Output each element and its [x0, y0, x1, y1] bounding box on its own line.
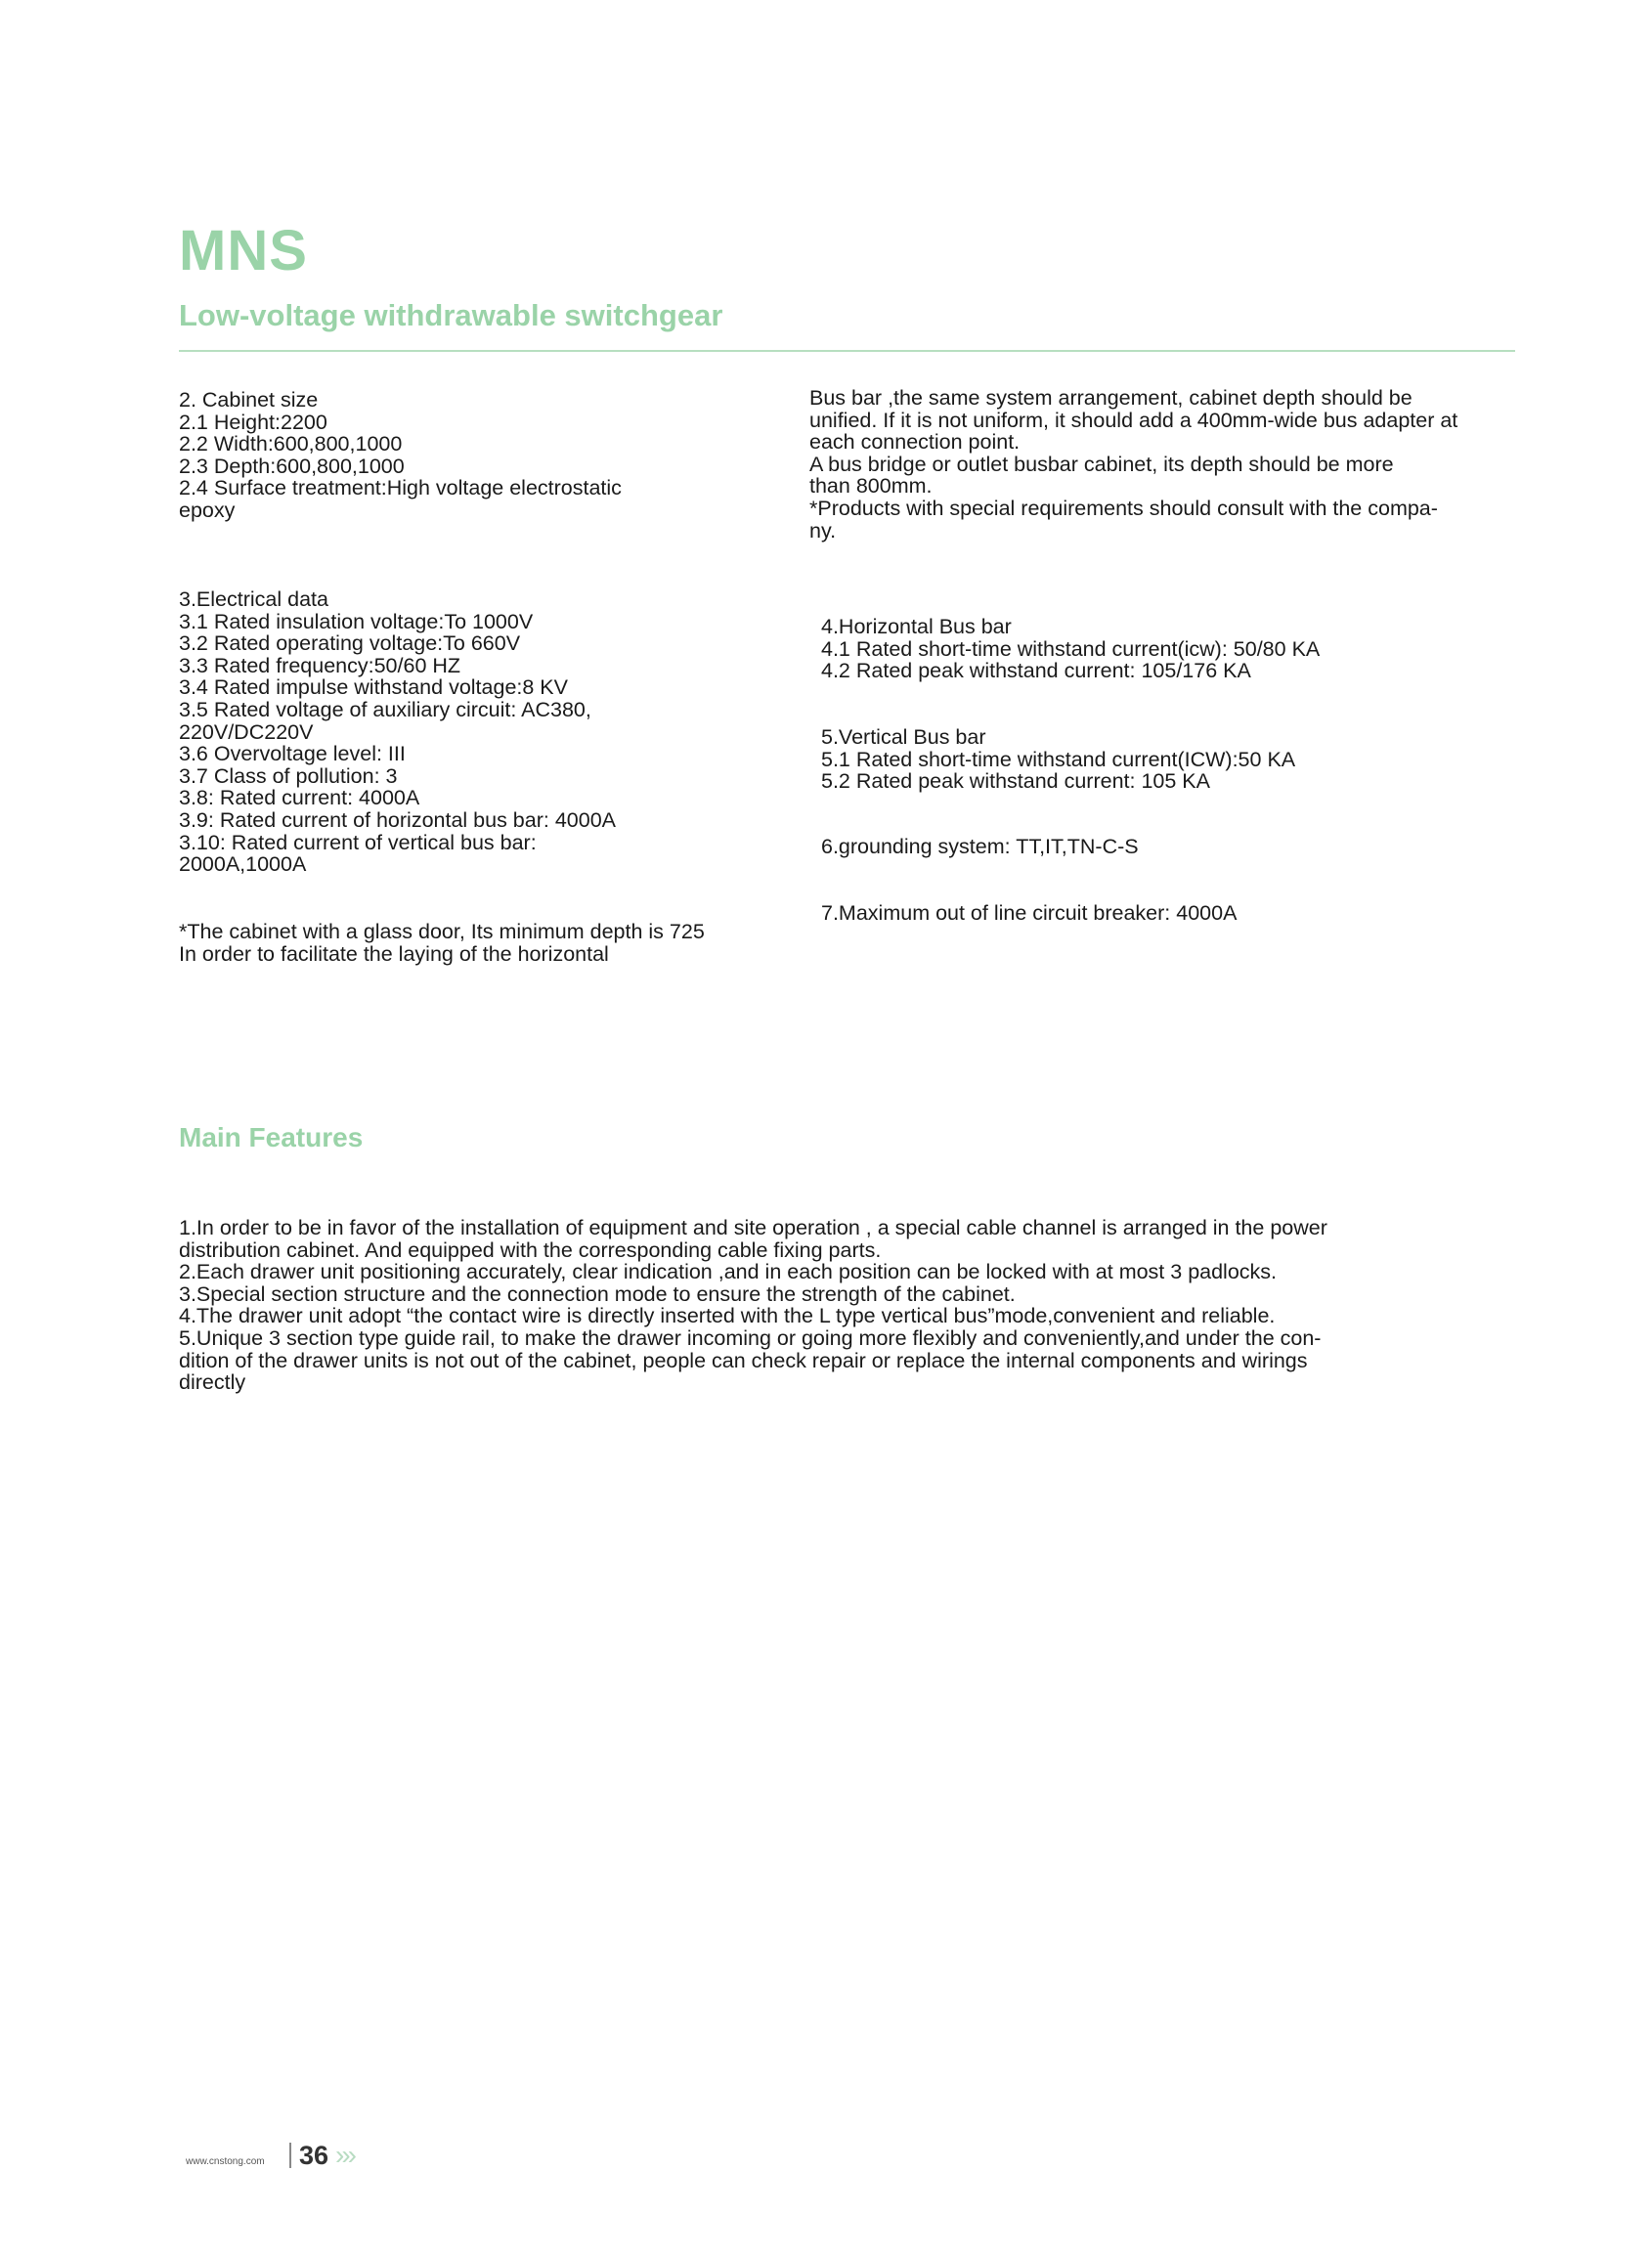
page-number: 36	[299, 2141, 329, 2170]
cabinet-size-section: 2. Cabinet size 2.1 Height:2200 2.2 Width:600,800,1000 2.3 Depth:600,800,1000 2.4 Surface treatment:High voltage electrostatic epoxy	[179, 388, 622, 522]
vertical-bus-section: 5.Vertical Bus bar 5.1 Rated short-time withstand current(ICW):50 KA 5.2 Rated peak withstand current: 105 KA	[821, 725, 1296, 794]
header-divider	[179, 350, 1515, 352]
grounding-system: 6.grounding system: TT,IT,TN-C-S	[821, 835, 1139, 858]
footer-divider	[289, 2143, 291, 2168]
electrical-data-section: 3.Electrical data 3.1 Rated insulation voltage:To 1000V 3.2 Rated operating voltage:To 660V 3.3 Rated frequency:50/60 HZ 3.4 Rated impulse withstand voltage:8 KV 3.5 Rated voltage of auxiliary circuit: AC380, 220V/DC220V 3.6 Overvoltage level: III 3.7 Class of pollution: 3 3.8: Rated current: 4000A 3.9: Rated current of horizontal bus bar: 4000A 3.10: Rated current of vertical bus bar: 2000A,1000A	[179, 587, 616, 877]
horizontal-bus-section: 4.Horizontal Bus bar 4.1 Rated short-time withstand current(icw): 50/80 KA 4.2 Rated peak withstand current: 105/176 KA	[821, 615, 1321, 683]
main-features-title: Main Features	[179, 1122, 364, 1152]
page-title: MNS	[179, 219, 308, 282]
chevron-right-icon: ›››	[335, 2140, 354, 2170]
footer-url: www.cnstong.com	[186, 2156, 265, 2167]
main-features-list: 1.In order to be in favor of the installation of equipment and site operation , a special cable channel is arranged in the power distribution cabinet. And equipped with the corresponding cable fixing parts. 2.Each drawer unit positioning accurately, clear indication ,and in each position can be locked with at most 3 padlocks. 3.Special section structure and the connection mode to ensure the strength of the cabinet. 4.The drawer unit adopt “the contact wire is directly inserted with the L type vertical bus”mode,convenient and reliable. 5.Unique 3 section type guide rail, to make the drawer incoming or going more flexibly and conveniently,and under the con- dition of the drawer units is not out of the cabinet, people can check repair or replace the internal components and wirings directly	[179, 1216, 1327, 1395]
glass-door-note: *The cabinet with a glass door, Its minimum depth is 725 In order to facilitate the laying of the horizontal	[179, 920, 705, 966]
page-subtitle: Low-voltage withdrawable switchgear	[179, 298, 723, 332]
busbar-note: Bus bar ,the same system arrangement, cabinet depth should be unified. If it is not uniform, it should add a 400mm-wide bus adapter at each connection point. A bus bridge or outlet busbar cabinet, its depth should be more than 800mm. *Products with special requirements should consult with the compa- ny.	[809, 386, 1458, 543]
max-breaker: 7.Maximum out of line circuit breaker: 4000A	[821, 901, 1238, 925]
